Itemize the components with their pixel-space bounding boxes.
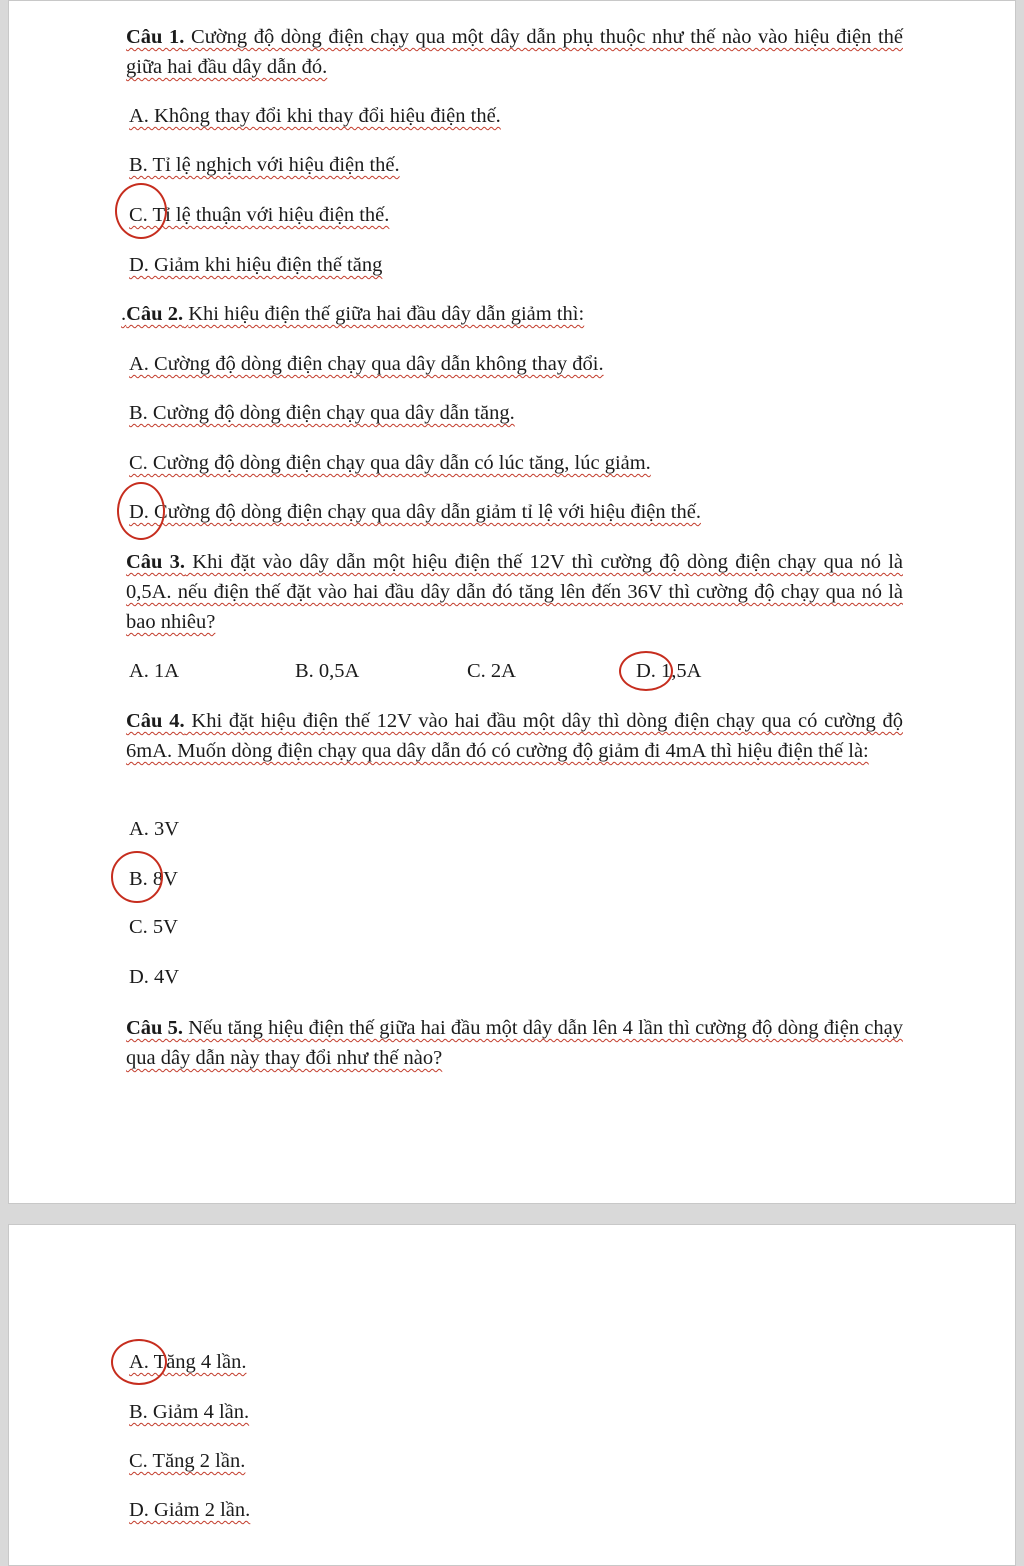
answer-circle-q3 [619,651,673,691]
question-1-label: Câu 1. [126,26,185,48]
q1-option-d: D. Giảm khi hiệu điện thế tăng [129,254,383,276]
q3-option-c: C. 2A [467,660,516,682]
q2-option-b: B. Cường độ dòng điện chạy qua dây dẫn tăng. [129,402,515,424]
question-3-label: Câu 3. [126,551,186,573]
question-5-text: Nếu tăng hiệu điện thế giữa hai đầu một dây dẫn lên 4 lần thì cường độ dòng điện chạy qua dây dẫn này thay đổi như thế nào? [126,1017,903,1069]
q5-option-c: C. Tăng 2 lần. [129,1450,246,1472]
q2-option-d: D. Cường độ dòng điện chạy qua dây dẫn giảm tỉ lệ với hiệu điện thế. [129,501,701,523]
q4-option-a: A. 3V [129,818,180,840]
q3-option-a: A. 1A [129,660,180,682]
q3-option-b: B. 0,5A [295,660,360,682]
q2-option-a: A. Cường độ dòng điện chạy qua dây dẫn không thay đổi. [129,353,604,375]
question-3-text: Khi đặt vào dây dẫn một hiệu điện thế 12V thì cường độ dòng điện chạy qua nó là 0,5A. nếu điện thế đặt vào hai đầu dây dẫn đó tăng lên đến 36V thì cường độ chạy qua nó là bao nhiêu? [126,551,903,633]
question-3 [126,547,903,637]
q1-option-c: C. Tỉ lệ thuận với hiệu điện thế. [129,204,390,226]
q2-option-c: C. Cường độ dòng điện chạy qua dây dẫn có lúc tăng, lúc giảm. [129,452,651,474]
question-1 [126,22,903,82]
q5-option-a: A. Tăng 4 lần. [129,1351,247,1373]
answer-circle-q4 [111,851,163,903]
q1-option-a: A. Không thay đổi khi thay đổi hiệu điện thế. [129,105,501,127]
question-4-text: Khi đặt hiệu điện thế 12V vào hai đầu một dây thì dòng điện chạy qua có cường độ 6mA. Muốn dòng điện chạy qua dây dẫn đó có cường độ giảm đi 4mA thì hiệu điện thế là: [126,710,903,762]
question-5-label: Câu 5. [126,1017,184,1039]
answer-circle-q1 [115,183,167,239]
q4-option-d: D. 4V [129,966,180,988]
question-4-label: Câu 4. [126,710,185,732]
question-2-text: Khi hiệu điện thế giữa hai đầu dây dẫn giảm thì: [188,303,585,325]
q1-option-b: B. Tỉ lệ nghịch với hiệu điện thế. [129,154,400,176]
document-page-1 [8,0,1016,1204]
question-2-prefix: . [121,303,127,325]
question-5 [126,1013,903,1073]
document-page-2 [8,1224,1016,1566]
answer-circle-q2 [117,482,165,540]
q4-option-b: B. 8V [129,868,178,890]
q5-option-b: B. Giảm 4 lần. [129,1401,250,1423]
q4-option-c: C. 5V [129,916,178,938]
answer-circle-q5 [111,1339,167,1385]
q5-option-d: D. Giảm 2 lần. [129,1499,251,1521]
question-1-text: Cường độ dòng điện chạy qua một dây dẫn phụ thuộc như thế nào vào hiệu điện thế giữa hai đầu dây dẫn đó. [126,26,903,78]
question-2 [121,299,584,329]
q3-option-d: D. 1,5A [636,660,702,682]
question-4 [126,706,903,766]
question-2-label: Câu 2. [126,303,184,325]
